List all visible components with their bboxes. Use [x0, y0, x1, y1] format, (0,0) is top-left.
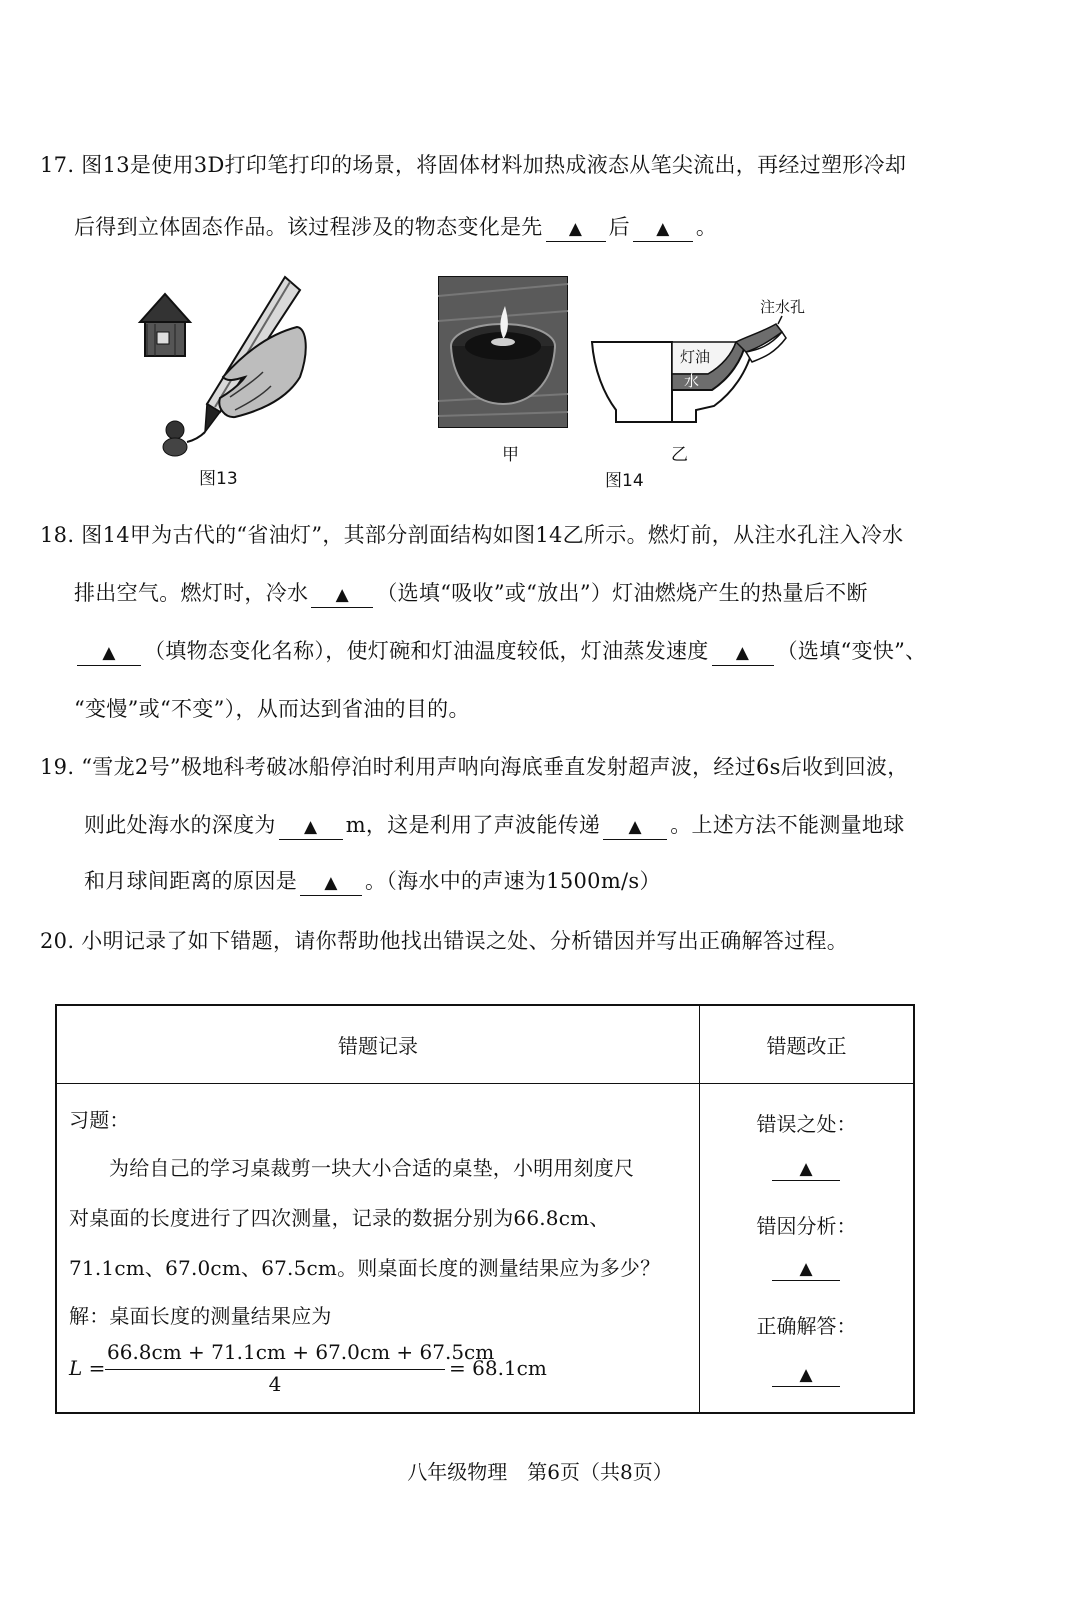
q18-blank-3[interactable] [712, 639, 774, 666]
table-header-correction: 错题改正 [700, 1005, 915, 1084]
q17-text-c: 。 [695, 215, 718, 239]
q19-text-b: m，这是利用了声波能传递 [345, 813, 601, 837]
q18-blank-2[interactable] [77, 639, 141, 666]
label-dengyou: 灯油 [680, 348, 711, 366]
fig14-jia-label: 甲 [502, 445, 519, 465]
formula-rhs: = 68.1cm [449, 1356, 547, 1380]
label-error-location: 错误之处： [756, 1112, 857, 1136]
fig14-yi-label: 乙 [671, 445, 688, 465]
q18-blank-1[interactable] [311, 581, 373, 608]
q17-blank-2[interactable] [633, 215, 693, 242]
label-shui: 水 [684, 372, 700, 390]
q19-blank-1[interactable] [279, 813, 343, 840]
error-correction-cell [700, 1084, 915, 1414]
blank-error-location[interactable]: ▲ [772, 1158, 840, 1181]
q17-blank-1[interactable] [546, 215, 606, 242]
label-zhushuikong: 注水孔 [760, 298, 806, 316]
fraction-bar [105, 1369, 445, 1370]
blank-correct-answer[interactable]: ▲ [772, 1364, 840, 1387]
q17-text-b: 后 [608, 215, 630, 239]
q18-line3 [74, 636, 926, 666]
q19-line3 [84, 866, 661, 896]
exercise-body-3: 71.1cm、67.0cm、67.5cm。则桌面长度的测量结果应为多少？ [69, 1256, 661, 1280]
blank-triangle-icon: ▲ [735, 643, 750, 663]
blank-triangle-icon: ▲ [656, 219, 670, 239]
fig13-caption: 图13 [199, 469, 238, 489]
blank-triangle-icon: ▲ [568, 219, 583, 239]
solution-label: 解：桌面长度的测量结果应为 [69, 1304, 332, 1328]
blank-triangle-icon: ▲ [324, 873, 338, 893]
fig14-yi-cross-section-diagram [586, 296, 816, 426]
blank-error-analysis[interactable]: ▲ [772, 1258, 840, 1281]
fig13-3d-pen-illustration [135, 272, 310, 462]
q19-line2 [84, 810, 905, 840]
q19-text-e: 。（海水中的声速为1500m/s） [365, 869, 661, 893]
blank-triangle-icon: ▲ [628, 817, 642, 837]
q17-line2 [74, 212, 717, 242]
q19-line1: 19. “雪龙2号”极地科考破冰船停泊时利用声呐向海底垂直发射超声波，经过6s后收到回波， [40, 755, 909, 779]
q18-text-c: （填物态变化名称），使灯碗和灯油温度较低，灯油蒸发速度 [144, 639, 709, 663]
q20-line1: 20. 小明记录了如下错题，请你帮助他找出错误之处、分析错因并写出正确解答过程。 [40, 929, 849, 953]
exercise-body-2: 对桌面的长度进行了四次测量，记录的数据分别为66.8cm、 [69, 1206, 610, 1230]
formula-denominator: 4 [268, 1372, 282, 1396]
q18-text-b: （选填“吸收”或“放出”）灯油燃烧产生的热量后不断 [376, 581, 868, 605]
q19-text-d: 和月球间距离的原因是 [84, 869, 297, 893]
label-correct-answer: 正确解答： [756, 1314, 857, 1338]
formula-numerator: 66.8cm + 71.1cm + 67.0cm + 67.5cm [107, 1340, 495, 1364]
q19-blank-3[interactable] [300, 869, 362, 896]
q18-text-d: （选填“变快”、 [776, 639, 927, 663]
exercise-body-1: 为给自己的学习桌裁剪一块大小合适的桌垫，小明用刻度尺 [109, 1156, 635, 1180]
table-header-record: 错题记录 [56, 1005, 700, 1084]
q18-line2 [74, 578, 868, 608]
exercise-label: 习题： [69, 1108, 130, 1132]
blank-triangle-icon: ▲ [102, 643, 116, 663]
formula-lhs: L = [69, 1356, 106, 1380]
blank-triangle-icon: ▲ [304, 817, 318, 837]
page-footer: 八年级物理 第6页（共8页） [407, 1460, 673, 1484]
fig14-jia-oil-lamp-photo [438, 276, 568, 428]
label-error-analysis: 错因分析： [756, 1214, 857, 1238]
q19-text-c: 。上述方法不能测量地球 [670, 813, 905, 837]
q19-text-a: 则此处海水的深度为 [84, 813, 276, 837]
q19-blank-2[interactable] [603, 813, 667, 840]
q18-line4: “变慢”或“不变”），从而达到省油的目的。 [74, 697, 470, 721]
error-record-table [55, 1004, 915, 1414]
fig14-caption: 图14 [605, 471, 644, 491]
q18-text-a: 排出空气。燃灯时，冷水 [74, 581, 309, 605]
q17-text-a: 后得到立体固态作品。该过程涉及的物态变化是先 [74, 215, 543, 239]
blank-triangle-icon: ▲ [335, 585, 349, 605]
error-record-cell [56, 1084, 700, 1414]
q17-line1: 17. 图13是使用3D打印笔打印的场景，将固体材料加热成液态从笔尖流出，再经过塑形冷却 [40, 153, 907, 177]
q18-line1: 18. 图14甲为古代的“省油灯”，其部分剖面结构如图14乙所示。燃灯前，从注水孔注入冷水 [40, 523, 904, 547]
